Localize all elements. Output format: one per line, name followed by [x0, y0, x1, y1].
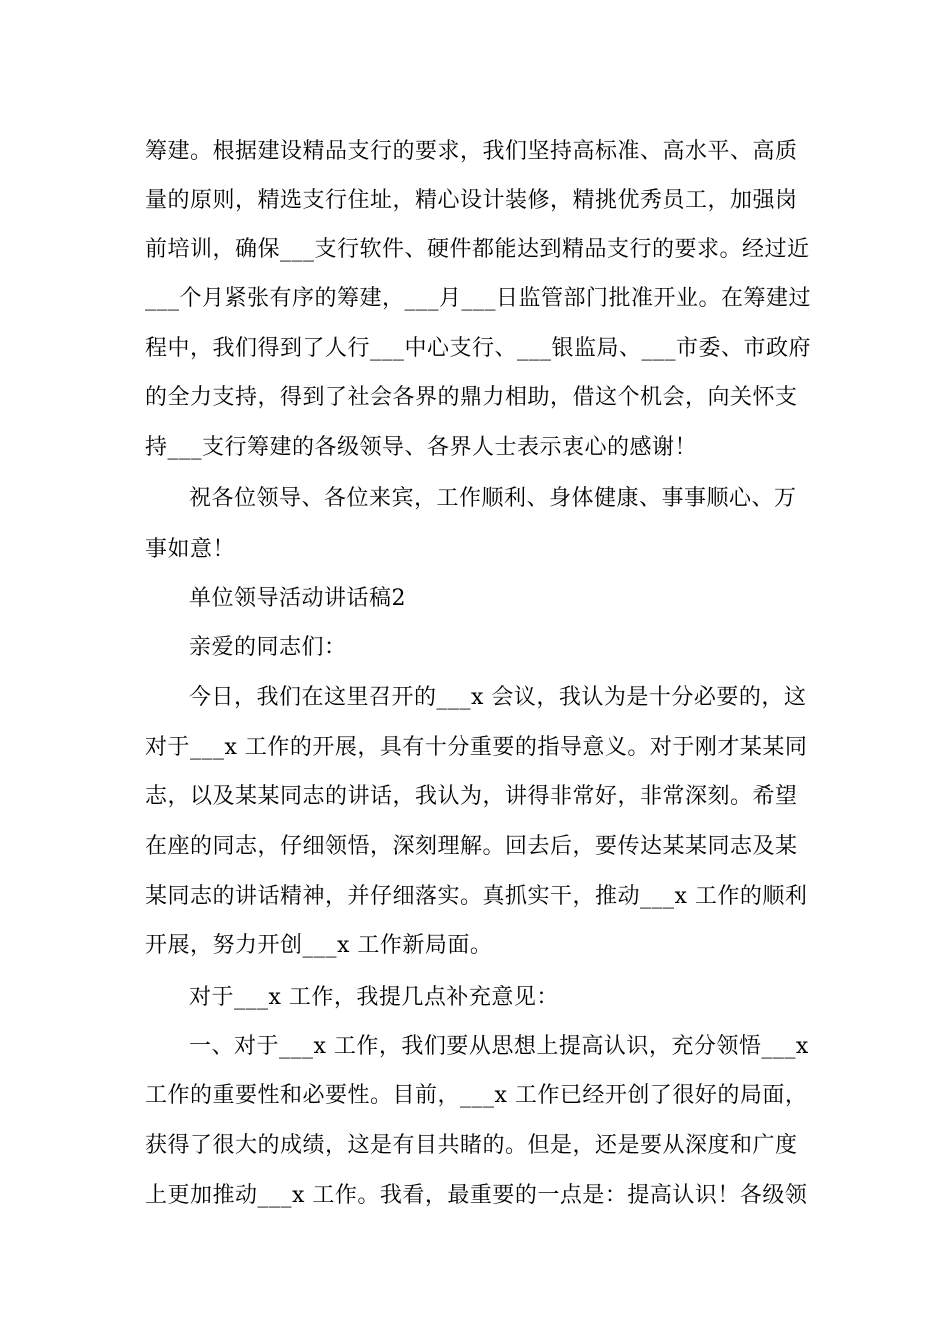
- paragraph-start-line: 一、对于___x 工作，我们要从思想上提高认识，充分领悟___x: [189, 1034, 809, 1059]
- text-line: 量的原则，精选支行住址，精心设计装修，精挑优秀员工，加强岗: [145, 188, 798, 213]
- text-line: 前培训，确保___支行软件、硬件都能达到精品支行的要求。经过近: [145, 237, 810, 262]
- text-line: 程中，我们得到了人行___中心支行、___银监局、___市委、市政府: [145, 336, 812, 361]
- text-line: 事如意！: [145, 537, 236, 562]
- text-line: 的全力支持，得到了社会各界的鼎力相助，借这个机会，向关怀支: [145, 385, 798, 410]
- section-title: 单位领导活动讲话稿2: [189, 586, 406, 611]
- text-line: 志，以及某某同志的讲话，我认为，讲得非常好，非常深刻。希望: [145, 784, 798, 809]
- text-line: 筹建。根据建设精品支行的要求，我们坚持高标准、高水平、高质: [145, 139, 798, 164]
- paragraph-start-line: 今日，我们在这里召开的___x 会议，我认为是十分必要的，这: [189, 685, 807, 710]
- text-line: ___个月紧张有序的筹建，___月___日监管部门批准开业。在筹建过: [145, 286, 812, 311]
- text-line: 获得了很大的成绩，这是有目共睹的。但是，还是要从深度和广度: [145, 1133, 798, 1158]
- text-line: 上更加推动___x 工作。我看，最重要的一点是：提高认识！各级领: [145, 1183, 808, 1208]
- text-line: 对于___x 工作的开展，具有十分重要的指导意义。对于刚才某某同: [145, 735, 808, 760]
- paragraph-start-line: 祝各位领导、各位来宾，工作顺利、身体健康、事事顺心、万: [189, 486, 797, 511]
- salutation: 亲爱的同志们：: [189, 635, 347, 660]
- text-line: 某同志的讲话精神，并仔细落实。真抓实干，推动___x 工作的顺利: [145, 884, 808, 909]
- text-line: 持___支行筹建的各级领导、各界人士表示衷心的感谢！: [145, 435, 698, 460]
- paragraph-start-line: 对于___x 工作，我提几点补充意见：: [189, 985, 559, 1010]
- text-line: 工作的重要性和必要性。目前，___x 工作已经开创了很好的局面，: [145, 1083, 808, 1108]
- text-line: 在座的同志，仔细领悟，深刻理解。回去后，要传达某某同志及某: [145, 834, 798, 859]
- text-line: 开展，努力开创___x 工作新局面。: [145, 933, 493, 958]
